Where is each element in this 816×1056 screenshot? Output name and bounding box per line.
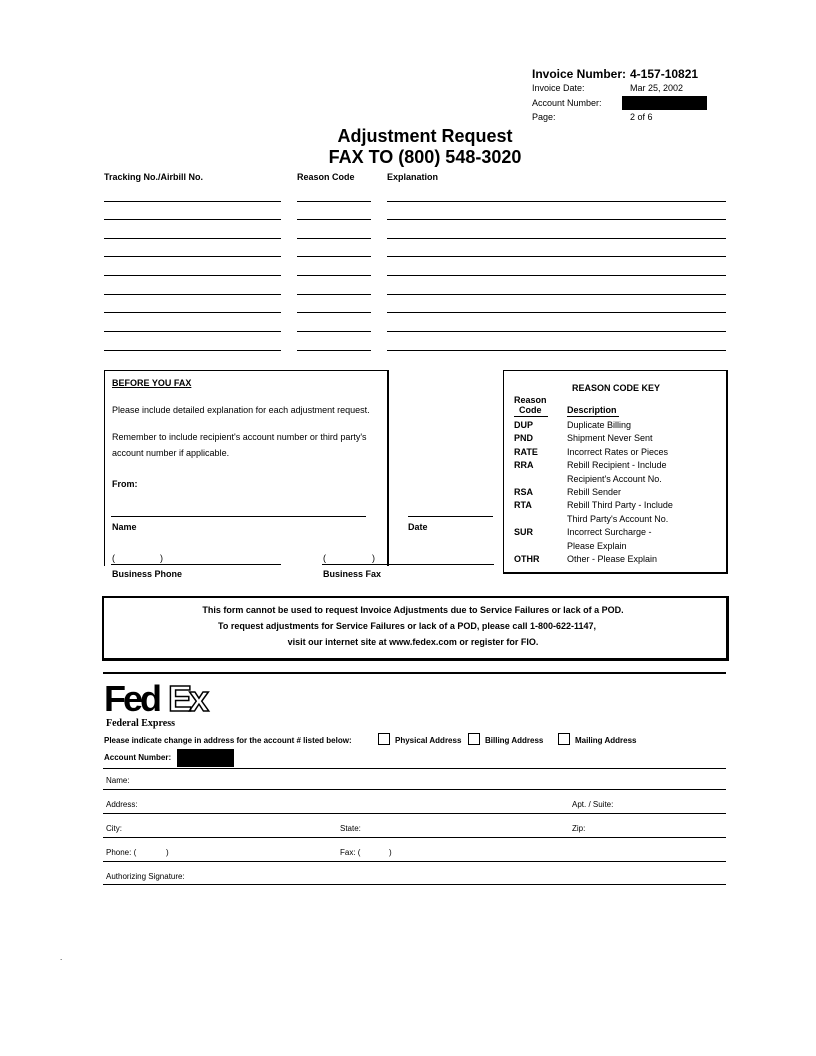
signature-field-label: Authorizing Signature:	[106, 872, 185, 881]
explanation-line[interactable]	[387, 256, 726, 257]
reason-code-line[interactable]	[297, 219, 371, 220]
apt-suite-label: Apt. / Suite:	[572, 800, 614, 809]
reason-description: Rebill Sender	[567, 487, 622, 497]
phone-field-label: Phone: (	[106, 848, 137, 857]
reason-code-line[interactable]	[297, 238, 371, 239]
before-fax-instruction-3: account number if applicable.	[112, 448, 230, 458]
notice-line-1: This form cannot be used to request Invoice Adjustments due to Service Failures or lack of a POD.	[202, 605, 624, 615]
address-field-label: Address:	[106, 800, 138, 809]
business-fax-line[interactable]	[322, 564, 494, 565]
tracking-header: Tracking No./Airbill No.	[104, 172, 204, 182]
reason-description: Shipment Never Sent	[567, 433, 653, 444]
redacted-account-field	[177, 749, 234, 767]
fedex-logo-fed: Fed	[104, 678, 160, 719]
reason-code-key-title: REASON CODE KEY	[572, 383, 661, 393]
tracking-line[interactable]	[104, 201, 281, 202]
explanation-line[interactable]	[387, 275, 726, 276]
reason-description-continued: Recipient's Account No.	[567, 473, 662, 484]
zip-field-label: Zip:	[572, 824, 586, 833]
invoice-number-label: Invoice Number:	[532, 67, 627, 81]
explanation-header: Explanation	[387, 172, 439, 182]
physical-address-checkbox[interactable]	[378, 733, 390, 745]
city-field-line[interactable]	[103, 837, 726, 838]
reason-code-header: Reason Code	[297, 172, 355, 182]
reason-code: RTA	[514, 500, 532, 511]
reason-code: SUR	[514, 527, 534, 538]
physical-address-label: Physical Address	[395, 736, 462, 745]
address-change-prompt: Please indicate change in address for the account # listed below:	[104, 736, 352, 745]
name-label: Name	[112, 522, 137, 532]
before-you-fax-heading: BEFORE YOU FAX	[112, 378, 192, 388]
reason-code: RRA	[514, 460, 534, 471]
name-line[interactable]	[111, 516, 366, 517]
name-field-line[interactable]	[103, 789, 726, 790]
reason-description: Rebill Third Party - Include	[567, 500, 673, 511]
mailing-address-checkbox[interactable]	[558, 733, 570, 745]
name-field-label: Name:	[106, 776, 130, 785]
reason-code-line[interactable]	[297, 350, 371, 351]
reason-description-continued: Third Party's Account No.	[567, 513, 669, 524]
before-you-fax-box	[104, 370, 389, 566]
before-fax-instruction-2: Remember to include recipient's account number or third party's	[112, 432, 367, 442]
notice-line-2: To request adjustments for Service Failures or lack of a POD, please call 1-800-622-1147,	[218, 621, 596, 631]
phone-field-close: )	[166, 848, 169, 857]
reason-col-header-2: Code	[519, 405, 542, 415]
billing-address-checkbox[interactable]	[468, 733, 480, 745]
reason-code: RSA	[514, 487, 534, 497]
explanation-line[interactable]	[387, 331, 726, 332]
description-col-header: Description	[567, 405, 617, 415]
phone-paren-open: (	[112, 553, 115, 563]
explanation-line[interactable]	[387, 294, 726, 295]
reason-code: OTHR	[514, 554, 540, 564]
signature-field-line[interactable]	[103, 884, 726, 885]
page-value: 2 of 6	[630, 112, 653, 122]
reason-description: Other - Please Explain	[567, 554, 658, 564]
date-label: Date	[408, 522, 428, 532]
state-field-label: State:	[340, 824, 361, 833]
explanation-line[interactable]	[387, 201, 726, 202]
tracking-line[interactable]	[104, 256, 281, 257]
reason-code-line[interactable]	[297, 294, 371, 295]
tracking-line[interactable]	[104, 275, 281, 276]
reason-code-line[interactable]	[297, 256, 371, 257]
explanation-line[interactable]	[387, 350, 726, 351]
section-divider	[103, 672, 726, 674]
phone-field-line[interactable]	[103, 861, 726, 862]
account-number-field-label: Account Number:	[104, 753, 172, 762]
city-field-label: City:	[106, 824, 122, 833]
reason-description: Rebill Recipient - Include	[567, 460, 667, 471]
fedex-logo-ex: Ex	[168, 678, 207, 719]
explanation-line[interactable]	[387, 238, 726, 239]
reason-description: Incorrect Surcharge -	[567, 527, 652, 538]
reason-code-line[interactable]	[297, 331, 371, 332]
business-phone-label: Business Phone	[112, 569, 183, 579]
reason-col-header-1: Reason	[514, 395, 547, 405]
from-label: From:	[112, 479, 138, 489]
explanation-line[interactable]	[387, 219, 726, 220]
account-number-label: Account Number:	[532, 98, 602, 108]
invoice-date-value: Mar 25, 2002	[630, 83, 684, 93]
tracking-line[interactable]	[104, 294, 281, 295]
reason-code-line[interactable]	[297, 312, 371, 313]
invoice-number-value: 4-157-10821	[630, 67, 699, 81]
reason-code-line[interactable]	[297, 201, 371, 202]
fedex-logo-subtitle: Federal Express	[106, 718, 175, 729]
tracking-line[interactable]	[104, 238, 281, 239]
business-phone-line[interactable]	[111, 564, 281, 565]
account-divider	[103, 768, 726, 769]
reason-col-underline	[514, 416, 548, 417]
reason-description: Incorrect Rates or Pieces	[567, 446, 669, 457]
phone-paren-close: )	[160, 553, 163, 563]
tracking-line[interactable]	[104, 350, 281, 351]
redacted-account-number	[622, 96, 707, 110]
tracking-line[interactable]	[104, 219, 281, 220]
reason-description: Duplicate Billing	[567, 420, 632, 430]
fax-to-title: FAX TO (800) 548-3020	[328, 147, 522, 167]
fax-paren-open: (	[323, 553, 326, 563]
fedex-logo	[104, 678, 224, 728]
address-field-line[interactable]	[103, 813, 726, 814]
reason-code: PND	[514, 433, 534, 444]
reason-code: RATE	[514, 446, 538, 457]
billing-address-label: Billing Address	[485, 736, 544, 745]
fax-field-label: Fax: (	[340, 848, 361, 857]
reason-description-continued: Please Explain	[567, 540, 627, 551]
footer-mark: .	[60, 953, 63, 962]
page-label: Page:	[532, 112, 556, 122]
reason-code: DUP	[514, 420, 534, 430]
page-title: Adjustment Request	[337, 126, 513, 146]
fax-paren-close: )	[372, 553, 375, 563]
notice-line-3: visit our internet site at www.fedex.com or register for FIO.	[287, 637, 539, 647]
explanation-line[interactable]	[387, 312, 726, 313]
fax-field-close: )	[389, 848, 392, 857]
mailing-address-label: Mailing Address	[575, 736, 637, 745]
reason-code-line[interactable]	[297, 275, 371, 276]
date-line[interactable]	[408, 516, 493, 517]
invoice-date-label: Invoice Date:	[532, 83, 585, 93]
tracking-line[interactable]	[104, 331, 281, 332]
tracking-line[interactable]	[104, 312, 281, 313]
description-col-underline	[567, 416, 619, 417]
business-fax-label: Business Fax	[323, 569, 382, 579]
before-fax-instruction-1: Please include detailed explanation for each adjustment request.	[112, 405, 370, 415]
